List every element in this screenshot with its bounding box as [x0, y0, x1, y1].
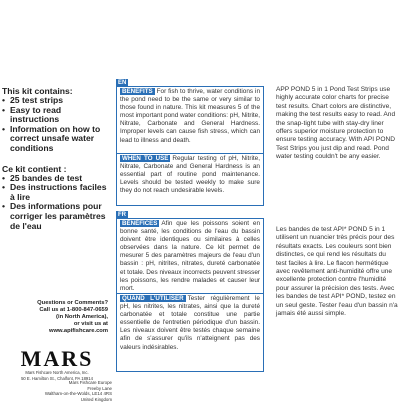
lang-tag-en: EN [118, 80, 127, 86]
kit-contents [2, 86, 110, 231]
address-line: United Kingdom [80, 396, 112, 402]
address-line: Waltham-on-the-Wolds, LE14 4RS [44, 391, 112, 397]
contact-url[interactable]: www.apifishcare.com [48, 328, 108, 334]
benefits-tag-en: BENEFITS [122, 88, 153, 95]
fr-info-box [116, 218, 264, 372]
product-description-en: APP POND 5 in 1 Pond Test Strips use highly accurate color charts for precise test results. Chart colors are distinctive, making the test results easy to read. And the snap-tight tube with stay-dry liner offers superior moisture protection to ensure testing accuracy. With API POND Test Strips you just dip and read. Pond water testing couldn't be any easier. [276, 86, 396, 161]
contact-line: Questions or Comments? [37, 300, 108, 306]
kit-bullet-en: • 25 test strips [2, 96, 110, 106]
section-divider [117, 153, 263, 154]
benefits-text-en: For fish to thrive, water conditions in the pond need to be the same or very similar to those found in nature. This kit measures 5 of the most important pond water conditions: pH, Nitrite, Nitrate, Carbonate and General Hardness. Improper levels can cause fish stress, which can lead to illness and death. [120, 88, 260, 144]
benefits-tag-fr: BÉNÉFICES [122, 220, 158, 227]
product-description-fr: Les bandes de test API* POND 5 in 1 utilisent un nuancier très précis pour des résultats exacts. Les couleurs sont bien distinctes, ce qui rend les résultats du test faciles à lire. Le flacon hermétique avec revêtement anti-humidité offre une excellente protection contre l'humidité pour assurer la précision des tests. Avec les bandes de test API* POND, testez en un seul geste. Tester l'eau d'un bassin n'a jamais été aussi simple. [276, 226, 398, 318]
lang-tag-fr: FR [118, 212, 126, 218]
address-line: Mars Fishcare North America, Inc. [25, 370, 89, 375]
contact-block [8, 300, 108, 335]
contact-phone: Call us at 1-800-847-0659 [39, 307, 108, 313]
when-text-fr: Tester régulièrement le pH, les nitrites, les nitrates, ainsi que la dureté carbonatée et totale constitue une partie essentielle de l'entretien périodique d'un bassin. Les niveaux doivent être testés chaque semaine afin de s'assurer qu'ils n'atteignent pas des valeurs indésirables. [120, 295, 260, 351]
kit-bullet-en: • Information on how to correct unsafe water conditions [2, 125, 110, 154]
when-text-en: Regular testing of pH, Nitrite, Nitrate, Carbonate and General Hardness is an essential part of routine pond maintenance. Levels should be tested weekly to make sure they do not reach undesirable levels. [120, 155, 260, 195]
contact-line: or visit us at [73, 321, 108, 327]
kit-bullet-fr: • 25 bandes de test [2, 174, 110, 184]
brand-name: MARS [20, 346, 94, 371]
benefits-section-fr [120, 220, 260, 293]
benefits-text-fr: Afin que les poissons soient en bonne santé, les conditions de l'eau du bassin doivent être identiques ou similaires à celles observées dans la nature. Ce kit permet de mesurer 5 des paramètres majeurs de l'eau d'un bassin : pH, nitrites, nitrates, dureté carbonatée et totale. Des niveaux incorrects peuvent stresser les poissons, les rendre malades et causer leur mort. [120, 220, 260, 292]
kit-bullet-fr: • Des instructions faciles à lire [2, 183, 110, 202]
when-section-en [120, 155, 260, 195]
address-line: Mars Fishcare Europe [68, 380, 112, 385]
kit-bullet-fr: • Des informations pour corriger les paramètres de l'eau [2, 202, 110, 231]
when-section-fr [120, 295, 260, 352]
address-line: Freeby Lane [87, 385, 112, 391]
benefits-section-en [120, 88, 260, 145]
mars-logo [6, 348, 108, 381]
when-tag-fr: QUAND L'UTILISER [122, 295, 184, 302]
eu-address [30, 380, 112, 402]
when-tag-en: WHEN TO USE [122, 155, 169, 162]
kit-bullets-fr [2, 174, 110, 232]
kit-title-en: This kit contains: [2, 86, 73, 96]
kit-bullet-en: • Easy to read instructions [2, 106, 110, 125]
contact-line: (in North America), [56, 314, 108, 320]
kit-title-fr: Ce kit contient : [2, 163, 67, 174]
address-line: 50 E. Hamilton St., Chalfont, PA 18914 [21, 375, 93, 381]
en-info-box [116, 86, 264, 206]
section-divider [117, 293, 263, 294]
kit-bullets-en [2, 96, 110, 154]
